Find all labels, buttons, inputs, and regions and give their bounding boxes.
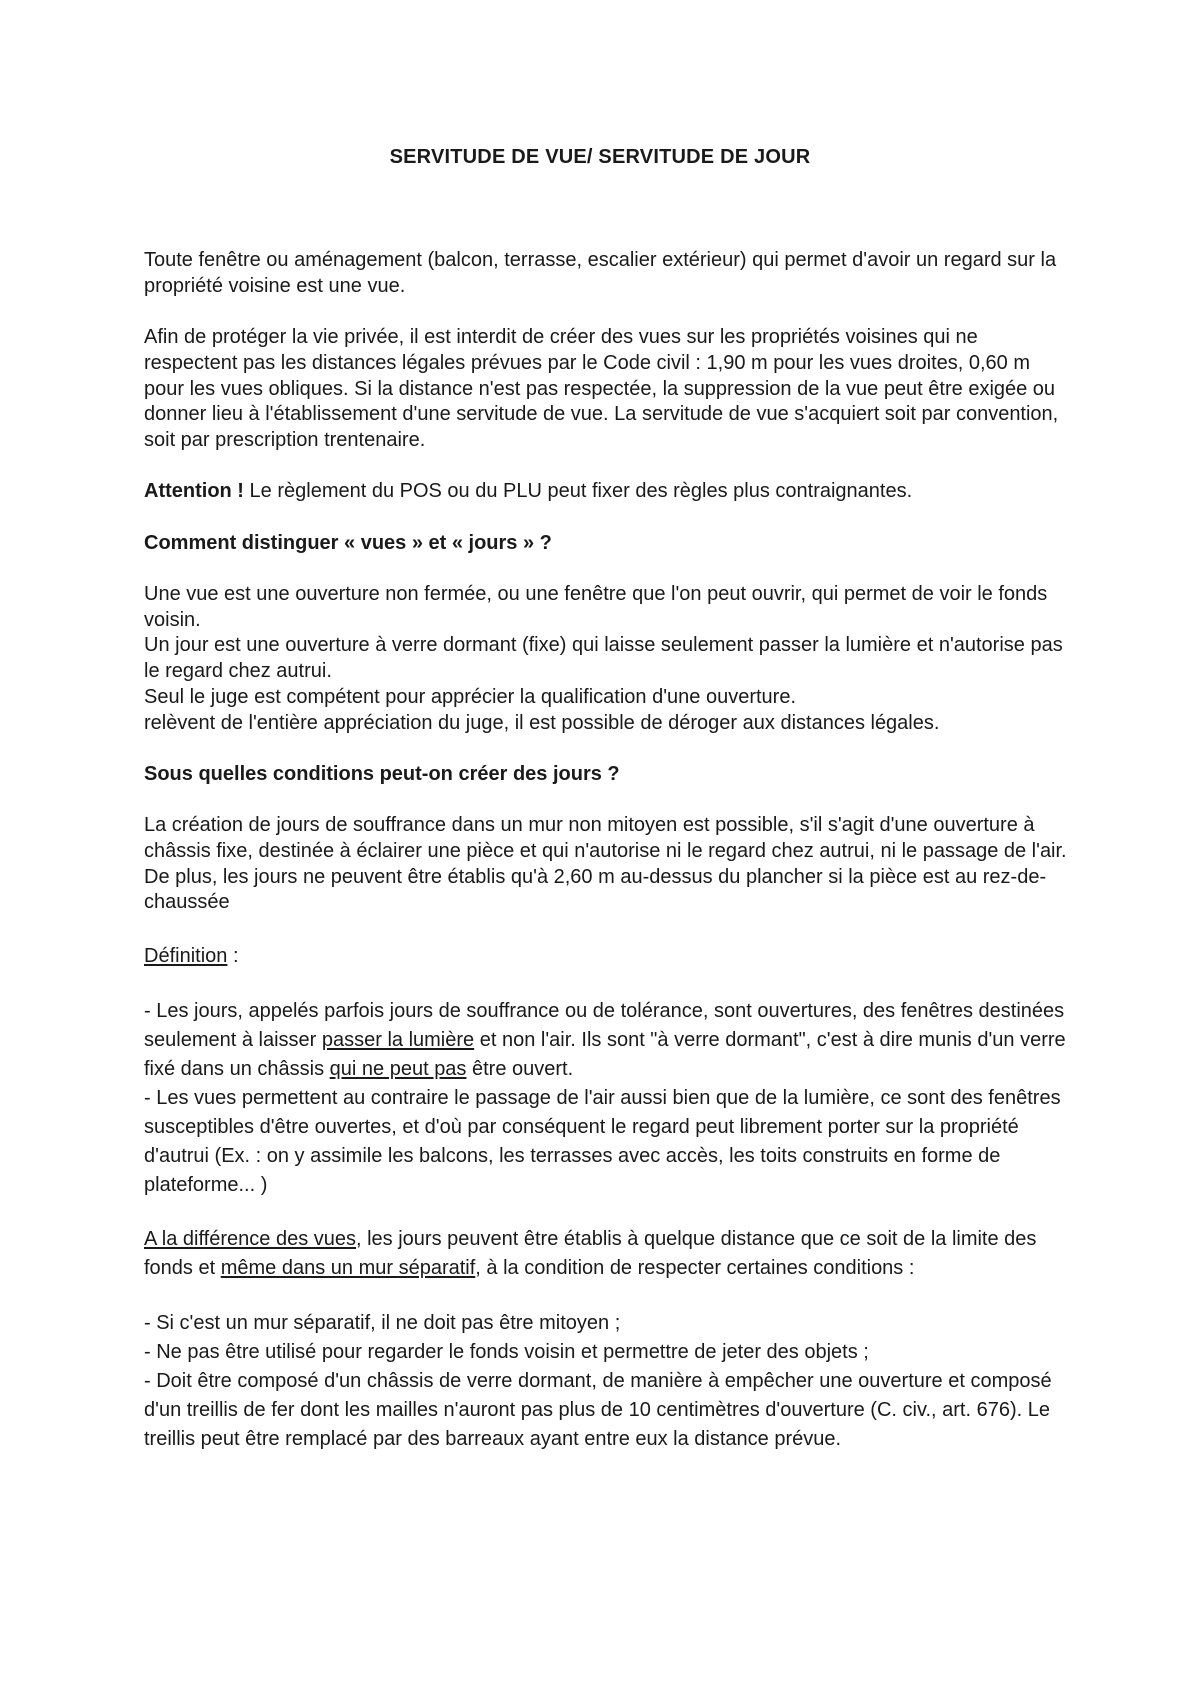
- heading-conditions: Sous quelles conditions peut-on créer des jours ?: [144, 762, 620, 785]
- paragraph-jour-line: Un jour est une ouverture à verre dormant (fixe) qui laisse seulement passer la lumière et n'autorise pas le regard chez autrui.: [144, 634, 1063, 683]
- definition-label: Définition: [144, 944, 228, 967]
- page-title: SERVITUDE DE VUE/ SERVITUDE DE JOUR: [389, 146, 811, 168]
- paragraph-vue-line: Une vue est une ouverture non fermée, ou une fenêtre que l'on peut ouvrir, qui permet de voir le fonds voisin.: [144, 583, 1048, 631]
- attention-text: Le règlement du POS ou du PLU peut fixer des règles plus contraignantes.: [243, 480, 913, 503]
- definition-vues: - Les vues permettent au contraire le passage de l'air aussi bien que de la lumière, ce sont des fenêtres susceptibles d'être ouvertes, et d'où par conséquent le regard peut librement porter sur la propriété d'autrui (Ex. : on y assimile les balcons, les terrasses avec accès, les toits construits en forme de plateforme... ): [144, 1086, 1061, 1196]
- condition-item: - Ne pas être utilisé pour regarder le fonds voisin et permettre de jeter des objets ;: [144, 1340, 869, 1363]
- condition-item: - Si c'est un mur séparatif, il ne doit pas être mitoyen ;: [144, 1311, 621, 1334]
- underline-passer-lumiere: passer la lumière: [321, 1028, 475, 1051]
- underline-mur-separatif: même dans un mur séparatif: [220, 1257, 476, 1280]
- underline-ne-peut-pas: qui ne peut pas: [329, 1057, 467, 1080]
- paragraph-definition-vue: Toute fenêtre ou aménagement (balcon, terrasse, escalier extérieur) qui permet d'avoir un regard sur la propriété voisine est une vue.: [144, 249, 1057, 297]
- paragraph-juge-line: Seul le juge est compétent pour apprécier la qualification d'une ouverture.: [144, 685, 797, 708]
- paragraph-protection: Afin de protéger la vie privée, il est interdit de créer des vues sur les propriétés voisines qui ne respectent pas les distances légales prévues par le Code civil : 1,90 m pour les vues droites, 0,60 m pour les vues obliques. Si la distance n'est pas respectée, la suppression de la vue peut être exigée ou donner lieu à l'établissement d'une servitude de vue. La servitude de vue s'acquiert soit par convention, soit par prescription trentenaire.: [144, 326, 1059, 451]
- definition-jours: - Les jours, appelés parfois jours de souffrance ou de tolérance, sont ouvertures, des fenêtres destinées seulement à laisser passer la lumière et non l'air. Ils sont "à verre dormant", c'est à dire munis d'un verre fixé dans un châssis qui ne peut pas être ouvert.: [144, 999, 1066, 1080]
- underline-difference-vues: A la différence des vues: [144, 1228, 356, 1251]
- paragraph-appreciation-line: relèvent de l'entière appréciation du juge, il est possible de déroger aux distances légales.: [144, 711, 940, 734]
- paragraph-difference: A la différence des vues, les jours peuvent être établis à quelque distance que ce soit de la limite des fonds et même dans un mur séparatif, à la condition de respecter certaines conditions :: [144, 1228, 1037, 1280]
- document-body: [144, 248, 1069, 1454]
- paragraph-attention: [144, 479, 1069, 505]
- attention-label: Attention !: [144, 480, 244, 503]
- definition-heading: Définition :: [144, 944, 239, 967]
- paragraph-creation-jours: La création de jours de souffrance dans un mur non mitoyen est possible, s'il s'agit d'une ouverture à châssis fixe, destinée à éclairer une pièce et qui n'autorise ni le regard chez autrui, ni le passage de l'air. De plus, les jours ne peuvent être établis qu'à 2,60 m au-dessus du plancher si la pièce est au rez-de-chaussée: [144, 814, 1067, 914]
- condition-item: - Doit être composé d'un châssis de verre dormant, de manière à empêcher une ouverture et composé d'un treillis de fer dont les mailles n'auront pas plus de 10 centimètres d'ouverture (C. civ., art. 676). Le treillis peut être remplacé par des barreaux ayant entre eux la distance prévue.: [144, 1369, 1052, 1450]
- heading-distinguer: Comment distinguer « vues » et « jours » ?: [144, 531, 552, 554]
